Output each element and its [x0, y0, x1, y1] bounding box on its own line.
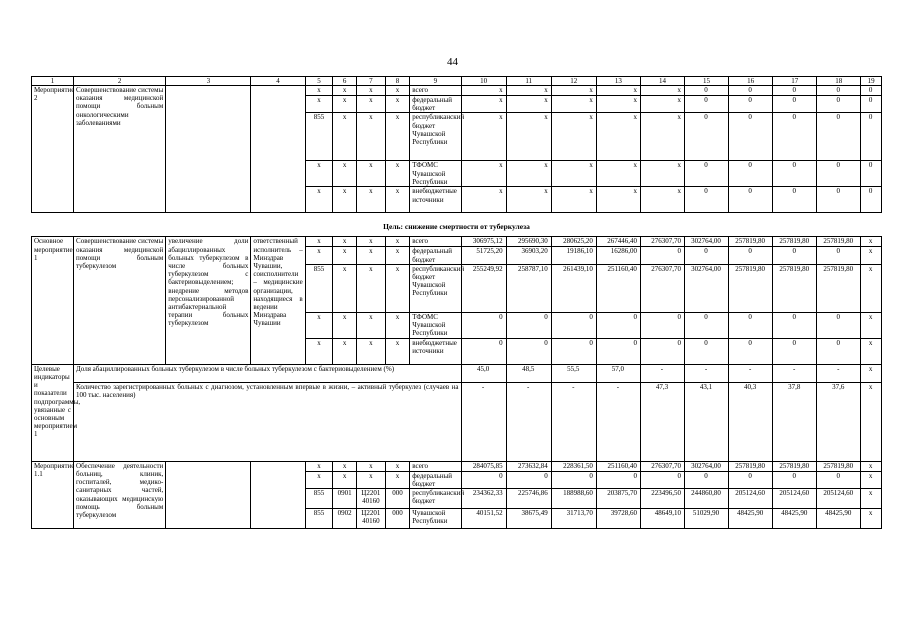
value-cell: 0	[506, 338, 551, 364]
column-number: 10	[461, 77, 506, 86]
column-number: 5	[305, 77, 333, 86]
value-cell: 188988,60	[551, 489, 596, 509]
budget-code: x	[356, 338, 385, 364]
budget-code: x	[305, 247, 333, 264]
responsible-executor: ответственный исполнитель – Минздрав Чувашии, соисполнители – медицинские организации, находящиеся в ведении Минздрава Чувашии	[251, 237, 305, 364]
indicators-label: Целевые индикаторы и показатели подпрограммы, увязанные с основным мероприятием 1	[32, 364, 74, 461]
column-number: 12	[551, 77, 596, 86]
value-cell: 302764,00	[685, 237, 729, 247]
indicator-value: -	[506, 382, 551, 461]
funding-source: внебюджетные источники	[410, 187, 461, 213]
indicator-value: -	[773, 364, 817, 382]
budget-code: x	[356, 312, 385, 338]
value-cell: x	[861, 509, 882, 529]
responsible-executor	[251, 86, 305, 213]
value-cell: 0	[551, 471, 596, 488]
budget-code: x	[356, 461, 385, 471]
header-row	[32, 77, 882, 86]
funding-source: ТФОМС Чувашской Республики	[410, 161, 461, 187]
value-cell: x	[506, 113, 551, 161]
column-number: 15	[685, 77, 729, 86]
value-cell: 0	[817, 338, 861, 364]
funding-source: всего	[410, 461, 461, 471]
value-cell: x	[596, 161, 640, 187]
budget-code: x	[385, 338, 410, 364]
budget-code: x	[333, 312, 357, 338]
value-cell: 0	[729, 471, 773, 488]
budget-code: x	[305, 461, 333, 471]
budget-code: x	[333, 461, 357, 471]
value-cell: 234362,33	[461, 489, 506, 509]
budget-code: x	[305, 161, 333, 187]
budget-code: 855	[305, 113, 333, 161]
value-cell: 0	[729, 113, 773, 161]
value-cell: 48425,90	[773, 509, 817, 529]
page-number: 44	[447, 56, 458, 68]
value-cell: x	[461, 86, 506, 96]
value-cell: 0	[729, 338, 773, 364]
value-cell: x	[506, 96, 551, 113]
value-cell: 251160,40	[596, 461, 640, 471]
value-cell: 51029,90	[685, 509, 729, 529]
budget-code: x	[356, 247, 385, 264]
budget-code: x	[333, 96, 357, 113]
value-cell: 48425,90	[817, 509, 861, 529]
value-cell: x	[551, 113, 596, 161]
budget-code: x	[305, 312, 333, 338]
budget-code: Ц2201 40160	[356, 509, 385, 529]
funding-source: Чувашской Республики	[410, 509, 461, 529]
value-cell: 257819,80	[773, 461, 817, 471]
value-cell: 0	[817, 161, 861, 187]
value-cell: x	[596, 187, 640, 213]
value-cell: 0	[551, 312, 596, 338]
value-cell: x	[551, 161, 596, 187]
value-cell: 0	[773, 113, 817, 161]
value-cell: 0	[817, 312, 861, 338]
funding-source: федеральный бюджет	[410, 247, 461, 264]
event-description: Обеспечение деятельности больниц, клиник, госпиталей, медико-санитарных частей, оказывающих медицинскую помощь больным туберкулезом	[74, 461, 166, 528]
funding-source: внебюджетные источники	[410, 338, 461, 364]
value-cell: 228361,50	[551, 461, 596, 471]
value-cell: 257819,80	[817, 461, 861, 471]
indicator-text: Доля абациллированных больных туберкулезом в числе больных туберкулезом с бактериовыделением (%)	[74, 364, 462, 382]
column-number: 18	[817, 77, 861, 86]
budget-code: x	[305, 187, 333, 213]
budget-code: 855	[305, 489, 333, 509]
goal-row	[32, 213, 882, 237]
budget-code: x	[305, 471, 333, 488]
column-number: 9	[410, 77, 461, 86]
responsible-executor	[251, 461, 305, 528]
value-cell: 19186,10	[551, 247, 596, 264]
column-number: 13	[596, 77, 640, 86]
budget-code: x	[305, 86, 333, 96]
budget-code: 0902	[333, 509, 357, 529]
indicator-value: 57,0	[596, 364, 640, 382]
value-cell: 276307,70	[640, 461, 684, 471]
column-number: 7	[356, 77, 385, 86]
indicator-value: 47,3	[640, 382, 684, 461]
funding-source: федеральный бюджет	[410, 471, 461, 488]
indicator-value: -	[685, 364, 729, 382]
value-cell: 0	[685, 113, 729, 161]
value-cell: 0	[729, 96, 773, 113]
value-cell: 257819,80	[773, 264, 817, 312]
value-cell: 267446,40	[596, 237, 640, 247]
column-number: 16	[729, 77, 773, 86]
value-cell: 0	[685, 86, 729, 96]
value-cell: 257819,80	[729, 264, 773, 312]
value-cell: 280625,20	[551, 237, 596, 247]
table-row	[32, 461, 882, 471]
value-cell: 295690,30	[506, 237, 551, 247]
value-cell: x	[861, 247, 882, 264]
value-cell: 0	[685, 338, 729, 364]
value-cell: 205124,60	[729, 489, 773, 509]
value-cell: x	[640, 113, 684, 161]
indicator-value: -	[596, 382, 640, 461]
value-cell: 0	[596, 338, 640, 364]
budget-code: 855	[305, 264, 333, 312]
value-cell: 273632,84	[506, 461, 551, 471]
expected-results	[166, 461, 251, 528]
value-cell: 0	[861, 187, 882, 213]
value-cell: 257819,80	[773, 237, 817, 247]
value-cell: 0	[596, 471, 640, 488]
budget-code: Ц2201 40160	[356, 489, 385, 509]
value-cell: x	[461, 161, 506, 187]
value-cell: 0	[461, 312, 506, 338]
value-cell: 0	[729, 312, 773, 338]
indicator-value: 40,3	[729, 382, 773, 461]
value-cell: 0	[640, 247, 684, 264]
event-name: Мероприятие 1.1	[32, 461, 74, 528]
funding-source: ТФОМС Чувашской Республики	[410, 312, 461, 338]
value-cell: 0	[729, 187, 773, 213]
event-name: Мероприятие 2	[32, 86, 74, 213]
value-cell: 276307,70	[640, 264, 684, 312]
budget-code: x	[385, 471, 410, 488]
value-cell: 0	[729, 86, 773, 96]
indicator-value: -	[551, 382, 596, 461]
value-cell: x	[506, 86, 551, 96]
value-cell: 39728,60	[596, 509, 640, 529]
value-cell: x	[506, 161, 551, 187]
value-cell: 0	[729, 247, 773, 264]
budget-code: x	[305, 237, 333, 247]
budget-code: x	[385, 312, 410, 338]
value-cell: 0	[861, 161, 882, 187]
value-cell: x	[596, 113, 640, 161]
value-cell: 48425,90	[729, 509, 773, 529]
value-cell: 225746,86	[506, 489, 551, 509]
budget-code: x	[356, 96, 385, 113]
budget-code: x	[385, 86, 410, 96]
column-number: 3	[166, 77, 251, 86]
value-cell: x	[596, 86, 640, 96]
value-cell: x	[461, 187, 506, 213]
value-cell: 0	[817, 113, 861, 161]
budget-code: x	[385, 161, 410, 187]
value-cell: 38675,49	[506, 509, 551, 529]
budget-code: x	[356, 237, 385, 247]
value-cell: 0	[551, 338, 596, 364]
funding-source: всего	[410, 86, 461, 96]
value-cell: x	[640, 161, 684, 187]
budget-code: x	[385, 237, 410, 247]
event-description: Совершенствование системы оказания медицинской помощи больным онкологическими заболеваниями	[74, 86, 166, 213]
budget-code: x	[356, 187, 385, 213]
value-cell: 0	[773, 471, 817, 488]
value-cell: 0	[506, 312, 551, 338]
value-cell: 0	[685, 187, 729, 213]
column-number: 14	[640, 77, 684, 86]
budget-code: x	[333, 237, 357, 247]
value-cell: x	[640, 86, 684, 96]
column-number: 8	[385, 77, 410, 86]
value-cell: x	[596, 96, 640, 113]
indicator-value: -	[461, 382, 506, 461]
budget-code: x	[356, 264, 385, 312]
column-number: 4	[251, 77, 305, 86]
budget-code: x	[385, 247, 410, 264]
value-cell: 0	[640, 338, 684, 364]
indicator-value: 45,0	[461, 364, 506, 382]
value-cell: x	[506, 187, 551, 213]
value-cell: 261439,10	[551, 264, 596, 312]
indicator-text: Количество зарегистрированных больных с диагнозом, установленным впервые в жизни, – активный туберкулез (случаев на 100 тыс. населения)	[74, 382, 462, 461]
budget-code: x	[385, 461, 410, 471]
goal-title: Цель: снижение смертности от туберкулеза	[383, 222, 530, 232]
value-cell: x	[551, 86, 596, 96]
value-cell: 244860,80	[685, 489, 729, 509]
value-cell: 276307,70	[640, 237, 684, 247]
column-number: 6	[333, 77, 357, 86]
value-cell: 0	[729, 161, 773, 187]
indicator-value: 48,5	[506, 364, 551, 382]
value-cell: 306975,12	[461, 237, 506, 247]
budget-code: 000	[385, 509, 410, 529]
funding-source: республиканский бюджет Чувашской Республики	[410, 113, 461, 161]
value-cell: 48649,10	[640, 509, 684, 529]
table-row	[32, 237, 882, 247]
value-cell: 257819,80	[729, 237, 773, 247]
value-cell: 0	[773, 86, 817, 96]
column-number: 1	[32, 77, 74, 86]
value-cell: x	[861, 264, 882, 312]
value-cell: x	[861, 471, 882, 488]
value-cell: x	[461, 113, 506, 161]
budget-code: x	[333, 113, 357, 161]
indicator-value: 55,5	[551, 364, 596, 382]
column-number: 2	[74, 77, 166, 86]
budget-code: x	[385, 96, 410, 113]
value-cell: 205124,60	[817, 489, 861, 509]
value-cell: 0	[817, 86, 861, 96]
event-name: Основное мероприятие 1	[32, 237, 74, 364]
value-cell: 0	[773, 161, 817, 187]
funding-source: всего	[410, 237, 461, 247]
value-cell: 36903,20	[506, 247, 551, 264]
value-cell: 0	[861, 86, 882, 96]
column-number: 19	[861, 77, 882, 86]
budget-code: x	[385, 113, 410, 161]
funding-source: республиканский бюджет Чувашской Республики	[410, 264, 461, 312]
value-cell: 0	[817, 187, 861, 213]
budget-code: x	[356, 113, 385, 161]
value-cell: 0	[773, 187, 817, 213]
budget-code: x	[333, 161, 357, 187]
value-cell: 0	[596, 312, 640, 338]
budget-code: x	[333, 86, 357, 96]
value-cell: 0	[817, 471, 861, 488]
value-cell: 0	[817, 247, 861, 264]
expected-results	[166, 86, 251, 213]
indicator-value: -	[817, 364, 861, 382]
budget-code: x	[333, 338, 357, 364]
value-cell: 0	[817, 96, 861, 113]
indicator-value: -	[640, 364, 684, 382]
value-cell: 257819,80	[817, 264, 861, 312]
budget-code: x	[356, 471, 385, 488]
value-cell: x	[551, 187, 596, 213]
budget-code: x	[356, 86, 385, 96]
value-cell: 257819,80	[729, 461, 773, 471]
table-row	[32, 86, 882, 96]
indicator-row	[32, 382, 882, 461]
indicator-value: 43,1	[685, 382, 729, 461]
expected-results: увеличение доли абациллированных больных туберкулезом в числе больных туберкулезом с бактериовыделением; внедрение методов персонализированной антибактериальной терапии больных туберкулезом	[166, 237, 251, 364]
value-cell: x	[461, 96, 506, 113]
value-cell: 31713,70	[551, 509, 596, 529]
value-cell: 51725,20	[461, 247, 506, 264]
budget-code: x	[333, 264, 357, 312]
value-cell: 0	[861, 113, 882, 161]
value-cell: 0	[685, 312, 729, 338]
value-cell: 284075,85	[461, 461, 506, 471]
value-cell: x	[640, 187, 684, 213]
value-cell: 0	[685, 161, 729, 187]
column-number: 17	[773, 77, 817, 86]
budget-code: 000	[385, 489, 410, 509]
funding-source: республиканский бюджет	[410, 489, 461, 509]
value-cell: 0	[506, 471, 551, 488]
budget-code: x	[305, 338, 333, 364]
value-cell: 0	[640, 312, 684, 338]
value-cell: 0	[773, 312, 817, 338]
value-cell: 257819,80	[817, 237, 861, 247]
value-cell: x	[861, 461, 882, 471]
value-cell: 302764,00	[685, 461, 729, 471]
indicator-value: x	[861, 364, 882, 382]
indicator-value: -	[729, 364, 773, 382]
value-cell: 16286,00	[596, 247, 640, 264]
value-cell: 40151,52	[461, 509, 506, 529]
budget-code: 0901	[333, 489, 357, 509]
value-cell: 302764,00	[685, 264, 729, 312]
budget-code: x	[385, 187, 410, 213]
budget-code: x	[356, 161, 385, 187]
value-cell: x	[861, 312, 882, 338]
value-cell: x	[640, 96, 684, 113]
value-cell: 0	[773, 338, 817, 364]
funding-source: федеральный бюджет	[410, 96, 461, 113]
column-number: 11	[506, 77, 551, 86]
value-cell: 0	[773, 96, 817, 113]
value-cell: x	[861, 338, 882, 364]
value-cell: 258787,10	[506, 264, 551, 312]
indicator-value: 37,8	[773, 382, 817, 461]
value-cell: 0	[640, 471, 684, 488]
budget-code: x	[305, 96, 333, 113]
value-cell: x	[551, 96, 596, 113]
value-cell: 0	[461, 471, 506, 488]
indicator-value: x	[861, 382, 882, 461]
budget-code: x	[385, 264, 410, 312]
budget-code: x	[333, 187, 357, 213]
value-cell: 223496,50	[640, 489, 684, 509]
value-cell: 0	[773, 247, 817, 264]
value-cell: x	[861, 237, 882, 247]
value-cell: 255249,92	[461, 264, 506, 312]
budget-code: x	[333, 471, 357, 488]
value-cell: 0	[685, 471, 729, 488]
value-cell: 0	[685, 247, 729, 264]
indicator-value: 37,6	[817, 382, 861, 461]
event-description: Совершенствование системы оказания медицинской помощи больным туберкулезом	[74, 237, 166, 364]
budget-code: 855	[305, 509, 333, 529]
value-cell: 251160,40	[596, 264, 640, 312]
program-table	[31, 76, 882, 529]
value-cell: 203875,70	[596, 489, 640, 509]
value-cell: 0	[461, 338, 506, 364]
value-cell: 0	[861, 96, 882, 113]
value-cell: x	[861, 489, 882, 509]
indicator-row	[32, 364, 882, 382]
value-cell: 0	[685, 96, 729, 113]
value-cell: 205124,60	[773, 489, 817, 509]
budget-code: x	[333, 247, 357, 264]
